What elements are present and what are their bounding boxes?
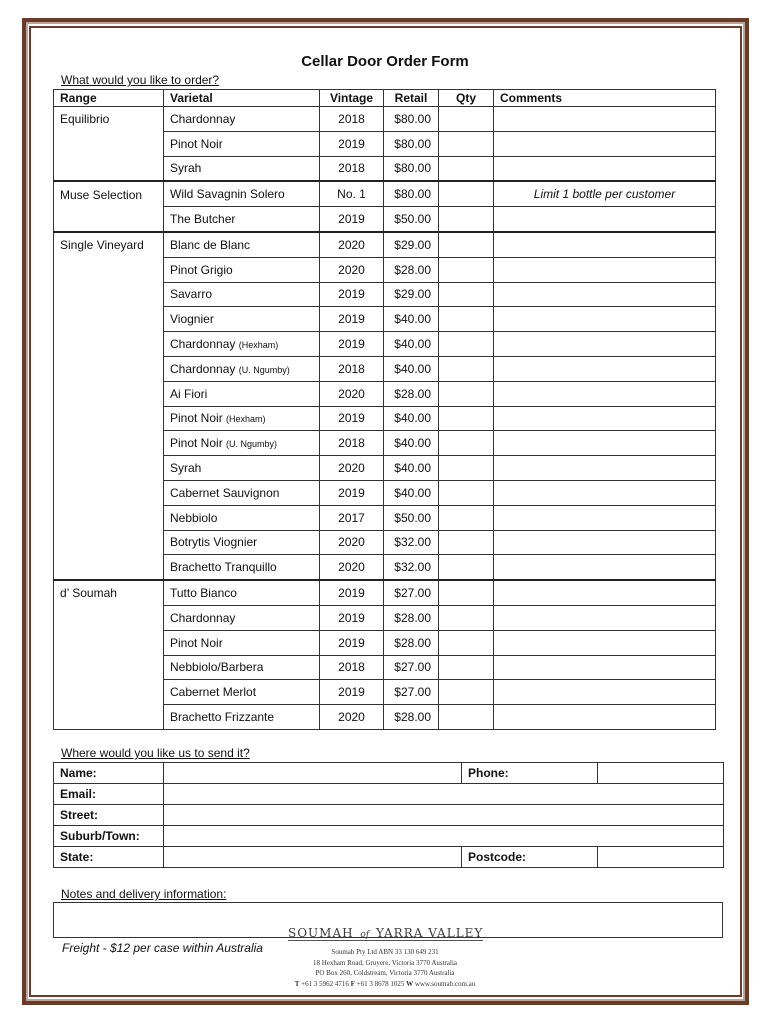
qty-cell[interactable] <box>439 131 494 156</box>
varietal-cell <box>164 107 320 132</box>
varietal-cell <box>164 655 320 680</box>
comments-cell[interactable] <box>494 156 716 181</box>
varietal-name: Ai Fiori <box>170 386 208 401</box>
table-row <box>54 156 716 181</box>
table-row <box>54 282 716 307</box>
table-row <box>54 431 716 456</box>
qty-cell[interactable] <box>439 630 494 655</box>
retail-cell: $28.00 <box>384 605 439 630</box>
comments-cell[interactable] <box>494 680 716 705</box>
retail-cell: $50.00 <box>384 505 439 530</box>
varietal-cell <box>164 555 320 580</box>
table-row <box>54 680 716 705</box>
qty-cell[interactable] <box>439 156 494 181</box>
varietal-name: Chardonnay <box>170 111 236 126</box>
varietal-cell <box>164 431 320 456</box>
name-field[interactable] <box>164 763 462 784</box>
comments-cell[interactable] <box>494 381 716 406</box>
vineyard-note: (U. Ngumby) <box>226 439 278 450</box>
letterhead-f-label: F <box>350 979 355 988</box>
address-row-suburb <box>54 826 724 847</box>
col-header-retail: Retail <box>384 90 439 107</box>
range-cell <box>54 505 164 530</box>
address-row-name <box>54 763 724 784</box>
range-cell <box>54 705 164 730</box>
varietal-name: Nebbiolo/Barbera <box>170 660 264 675</box>
range-cell <box>54 605 164 630</box>
email-field[interactable] <box>164 784 724 805</box>
table-row <box>54 232 716 257</box>
table-row <box>54 381 716 406</box>
qty-cell[interactable] <box>439 605 494 630</box>
qty-cell[interactable] <box>439 181 494 206</box>
qty-cell[interactable] <box>439 356 494 381</box>
varietal-name: Brachetto Frizzante <box>170 710 275 725</box>
varietal-cell <box>164 232 320 257</box>
qty-cell[interactable] <box>439 107 494 132</box>
varietal-cell <box>164 356 320 381</box>
table-row <box>54 505 716 530</box>
vintage-cell: 2019 <box>320 282 384 307</box>
logo-of: of <box>360 930 370 940</box>
range-cell <box>54 257 164 282</box>
qty-cell[interactable] <box>439 406 494 431</box>
range-cell <box>54 431 164 456</box>
comments-cell[interactable] <box>494 307 716 332</box>
range-cell <box>54 156 164 181</box>
vintage-cell: 2020 <box>320 381 384 406</box>
retail-cell: $80.00 <box>384 131 439 156</box>
postcode-field[interactable] <box>598 847 724 868</box>
varietal-name: Pinot Noir <box>170 411 223 426</box>
comments-cell[interactable] <box>494 232 716 257</box>
table-row <box>54 406 716 431</box>
letterhead-fax: +61 3 8678 1025 <box>356 979 405 988</box>
comments-cell[interactable] <box>494 282 716 307</box>
varietal-name: Tutto Bianco <box>170 586 237 601</box>
table-row <box>54 356 716 381</box>
range-cell <box>54 332 164 357</box>
vintage-cell: 2019 <box>320 680 384 705</box>
vintage-cell: 2020 <box>320 705 384 730</box>
comments-cell[interactable] <box>494 406 716 431</box>
varietal-name: The Butcher <box>170 212 236 227</box>
varietal-cell <box>164 406 320 431</box>
table-row <box>54 480 716 505</box>
vintage-cell: 2019 <box>320 605 384 630</box>
varietal-name: Blanc de Blanc <box>170 237 251 252</box>
varietal-name: Pinot Grigio <box>170 262 233 277</box>
table-row <box>54 107 716 132</box>
address-table <box>53 762 724 868</box>
vintage-cell: 2020 <box>320 456 384 481</box>
qty-cell[interactable] <box>439 282 494 307</box>
table-row <box>54 705 716 730</box>
qty-cell[interactable] <box>439 480 494 505</box>
street-label: Street: <box>54 805 164 826</box>
range-cell: d’ Soumah <box>54 580 164 605</box>
vineyard-note: (Hexham) <box>238 340 279 351</box>
letterhead-phone: +61 3 5962 4716 <box>301 979 349 988</box>
order-table-header <box>54 90 716 107</box>
varietal-name: Syrah <box>170 161 202 176</box>
varietal-cell <box>164 480 320 505</box>
vineyard-note: (Hexham) <box>226 414 266 425</box>
varietal-cell <box>164 307 320 332</box>
vintage-cell: 2019 <box>320 480 384 505</box>
letterhead <box>250 947 520 989</box>
qty-cell[interactable] <box>439 332 494 357</box>
table-row <box>54 555 716 580</box>
varietal-name: Savarro <box>170 287 213 302</box>
comments-cell[interactable] <box>494 431 716 456</box>
qty-cell[interactable] <box>439 307 494 332</box>
varietal-cell <box>164 580 320 605</box>
vintage-cell: 2018 <box>320 655 384 680</box>
vintage-cell: 2018 <box>320 356 384 381</box>
table-row <box>54 307 716 332</box>
retail-cell: $50.00 <box>384 207 439 232</box>
varietal-name: Nebbiolo <box>170 510 218 525</box>
logo-brand: SOUMAH <box>288 926 354 940</box>
col-header-comments: Comments <box>494 90 716 107</box>
letterhead-address1: 18 Hexham Road, Gruyere, Victoria 3770 Australia <box>312 958 458 967</box>
retail-cell: $28.00 <box>384 381 439 406</box>
comments-cell[interactable] <box>494 530 716 555</box>
retail-cell: $40.00 <box>384 356 439 381</box>
varietal-name: Pinot Noir <box>170 436 223 451</box>
qty-cell[interactable] <box>439 456 494 481</box>
varietal-cell <box>164 505 320 530</box>
address-row-street <box>54 805 724 826</box>
vintage-cell: 2019 <box>320 131 384 156</box>
table-row <box>54 580 716 605</box>
comments-cell[interactable] <box>494 456 716 481</box>
table-row <box>54 655 716 680</box>
retail-cell: $40.00 <box>384 332 439 357</box>
letterhead-contacts <box>250 979 520 990</box>
vintage-cell: 2017 <box>320 505 384 530</box>
varietal-cell <box>164 705 320 730</box>
state-label: State: <box>54 847 164 868</box>
retail-cell: $28.00 <box>384 630 439 655</box>
varietal-cell <box>164 156 320 181</box>
table-row <box>54 456 716 481</box>
varietal-cell <box>164 181 320 206</box>
qty-cell[interactable] <box>439 381 494 406</box>
vintage-cell: 2020 <box>320 232 384 257</box>
retail-cell: $40.00 <box>384 406 439 431</box>
varietal-name: Syrah <box>170 461 202 476</box>
range-cell <box>54 381 164 406</box>
comments-cell[interactable] <box>494 505 716 530</box>
order-heading: What would you like to order? <box>61 73 220 87</box>
range-cell <box>54 406 164 431</box>
freight-note: Freight - $12 per case within Australia <box>62 941 263 955</box>
vineyard-note: (U. Ngumby) <box>238 364 290 375</box>
comments-cell[interactable] <box>494 207 716 232</box>
retail-cell: $29.00 <box>384 232 439 257</box>
email-label: Email: <box>54 784 164 805</box>
address-row-state <box>54 847 724 868</box>
comments-cell[interactable] <box>494 332 716 357</box>
comments-cell[interactable] <box>494 705 716 730</box>
comments-cell[interactable] <box>494 580 716 605</box>
comments-cell[interactable] <box>494 630 716 655</box>
varietal-cell <box>164 456 320 481</box>
street-field[interactable] <box>164 805 724 826</box>
retail-cell: $40.00 <box>384 480 439 505</box>
table-row <box>54 131 716 156</box>
comments-cell[interactable] <box>494 356 716 381</box>
col-header-qty: Qty <box>439 90 494 107</box>
qty-cell[interactable] <box>439 680 494 705</box>
table-row <box>54 530 716 555</box>
retail-cell: $40.00 <box>384 307 439 332</box>
retail-cell: $27.00 <box>384 680 439 705</box>
vintage-cell: 2019 <box>320 332 384 357</box>
qty-cell[interactable] <box>439 530 494 555</box>
logo-region: YARRA VALLEY <box>376 926 484 940</box>
range-cell <box>54 356 164 381</box>
qty-cell[interactable] <box>439 705 494 730</box>
vintage-cell: 2018 <box>320 156 384 181</box>
vintage-cell: 2020 <box>320 555 384 580</box>
varietal-cell <box>164 381 320 406</box>
phone-label: Phone: <box>462 763 598 784</box>
state-field[interactable] <box>164 847 462 868</box>
qty-cell[interactable] <box>439 655 494 680</box>
range-cell <box>54 282 164 307</box>
qty-cell[interactable] <box>439 555 494 580</box>
varietal-cell <box>164 605 320 630</box>
letterhead-company: Soumah Pty Ltd ABN 33 130 649 231 <box>331 948 439 956</box>
varietal-name: Brachetto Tranquillo <box>170 560 277 575</box>
retail-cell: $27.00 <box>384 580 439 605</box>
varietal-name: Cabernet Sauvignon <box>170 485 280 500</box>
table-row <box>54 181 716 206</box>
retail-cell: $28.00 <box>384 257 439 282</box>
comments-cell[interactable] <box>494 555 716 580</box>
letterhead-address2: PO Box 260, Coldstream, Victoria 3770 Australia <box>315 969 455 978</box>
table-row <box>54 207 716 232</box>
qty-cell[interactable] <box>439 580 494 605</box>
range-cell <box>54 555 164 580</box>
col-header-range: Range <box>54 90 164 107</box>
suburb-field[interactable] <box>164 826 724 847</box>
vintage-cell: 2019 <box>320 307 384 332</box>
range-cell <box>54 131 164 156</box>
table-row <box>54 332 716 357</box>
varietal-cell <box>164 530 320 555</box>
varietal-name: Cabernet Merlot <box>170 685 257 700</box>
retail-cell: $29.00 <box>384 282 439 307</box>
order-table <box>53 89 716 730</box>
retail-cell: $80.00 <box>384 156 439 181</box>
retail-cell: $32.00 <box>384 555 439 580</box>
table-row <box>54 630 716 655</box>
name-label: Name: <box>54 763 164 784</box>
comments-cell[interactable] <box>494 131 716 156</box>
retail-cell: $80.00 <box>384 181 439 206</box>
letterhead-t-label: T <box>294 979 300 988</box>
comments-cell[interactable] <box>494 655 716 680</box>
retail-cell: $32.00 <box>384 530 439 555</box>
range-cell <box>54 207 164 232</box>
phone-field[interactable] <box>598 763 724 784</box>
qty-cell[interactable] <box>439 505 494 530</box>
form-title: Cellar Door Order Form <box>301 53 469 70</box>
range-cell: Single Vineyard <box>54 232 164 257</box>
qty-cell[interactable] <box>439 431 494 456</box>
comments-cell[interactable] <box>494 107 716 132</box>
range-cell <box>54 655 164 680</box>
comments-cell[interactable] <box>494 257 716 282</box>
col-header-vintage: Vintage <box>320 90 384 107</box>
range-cell: Equilibrio <box>54 107 164 132</box>
retail-cell: $27.00 <box>384 655 439 680</box>
qty-cell[interactable] <box>439 207 494 232</box>
qty-cell[interactable] <box>439 232 494 257</box>
varietal-cell <box>164 207 320 232</box>
postcode-label: Postcode: <box>462 847 598 868</box>
table-row <box>54 605 716 630</box>
varietal-name: Chardonnay <box>170 337 236 352</box>
varietal-cell <box>164 680 320 705</box>
range-cell <box>54 530 164 555</box>
table-row <box>54 257 716 282</box>
varietal-cell <box>164 131 320 156</box>
range-cell <box>54 630 164 655</box>
varietal-name: Chardonnay <box>170 610 236 625</box>
varietal-name: Viognier <box>170 312 214 327</box>
varietal-cell <box>164 332 320 357</box>
letterhead-web: www.soumah.com.au <box>414 979 476 988</box>
range-cell <box>54 307 164 332</box>
order-table-body <box>54 107 716 730</box>
comments-cell[interactable] <box>494 605 716 630</box>
varietal-cell <box>164 257 320 282</box>
soumah-logo <box>288 926 483 941</box>
vintage-cell: 2019 <box>320 630 384 655</box>
vintage-cell: 2019 <box>320 207 384 232</box>
varietal-name: Botrytis Viognier <box>170 535 258 550</box>
varietal-name: Pinot Noir <box>170 136 223 151</box>
range-cell <box>54 456 164 481</box>
address-row-email <box>54 784 724 805</box>
retail-cell: $40.00 <box>384 456 439 481</box>
comments-cell[interactable]: Limit 1 bottle per customer <box>494 181 716 206</box>
vintage-cell: 2020 <box>320 257 384 282</box>
varietal-name: Wild Savagnin Solero <box>170 187 285 202</box>
vintage-cell: 2018 <box>320 107 384 132</box>
retail-cell: $40.00 <box>384 431 439 456</box>
vintage-cell: 2020 <box>320 530 384 555</box>
notes-heading: Notes and delivery information: <box>61 887 227 901</box>
varietal-cell <box>164 630 320 655</box>
suburb-label: Suburb/Town: <box>54 826 164 847</box>
col-header-varietal: Varietal <box>164 90 320 107</box>
address-heading: Where would you like us to send it? <box>61 746 250 760</box>
vintage-cell: 2019 <box>320 580 384 605</box>
varietal-name: Pinot Noir <box>170 635 223 650</box>
qty-cell[interactable] <box>439 257 494 282</box>
varietal-name: Chardonnay <box>170 361 236 376</box>
vintage-cell: 2018 <box>320 431 384 456</box>
retail-cell: $80.00 <box>384 107 439 132</box>
comments-cell[interactable] <box>494 480 716 505</box>
letterhead-w-label: W <box>406 979 414 988</box>
range-cell: Muse Selection <box>54 181 164 206</box>
retail-cell: $28.00 <box>384 705 439 730</box>
range-cell <box>54 480 164 505</box>
vintage-cell: 2019 <box>320 406 384 431</box>
vintage-cell: No. 1 <box>320 181 384 206</box>
varietal-cell <box>164 282 320 307</box>
range-cell <box>54 680 164 705</box>
